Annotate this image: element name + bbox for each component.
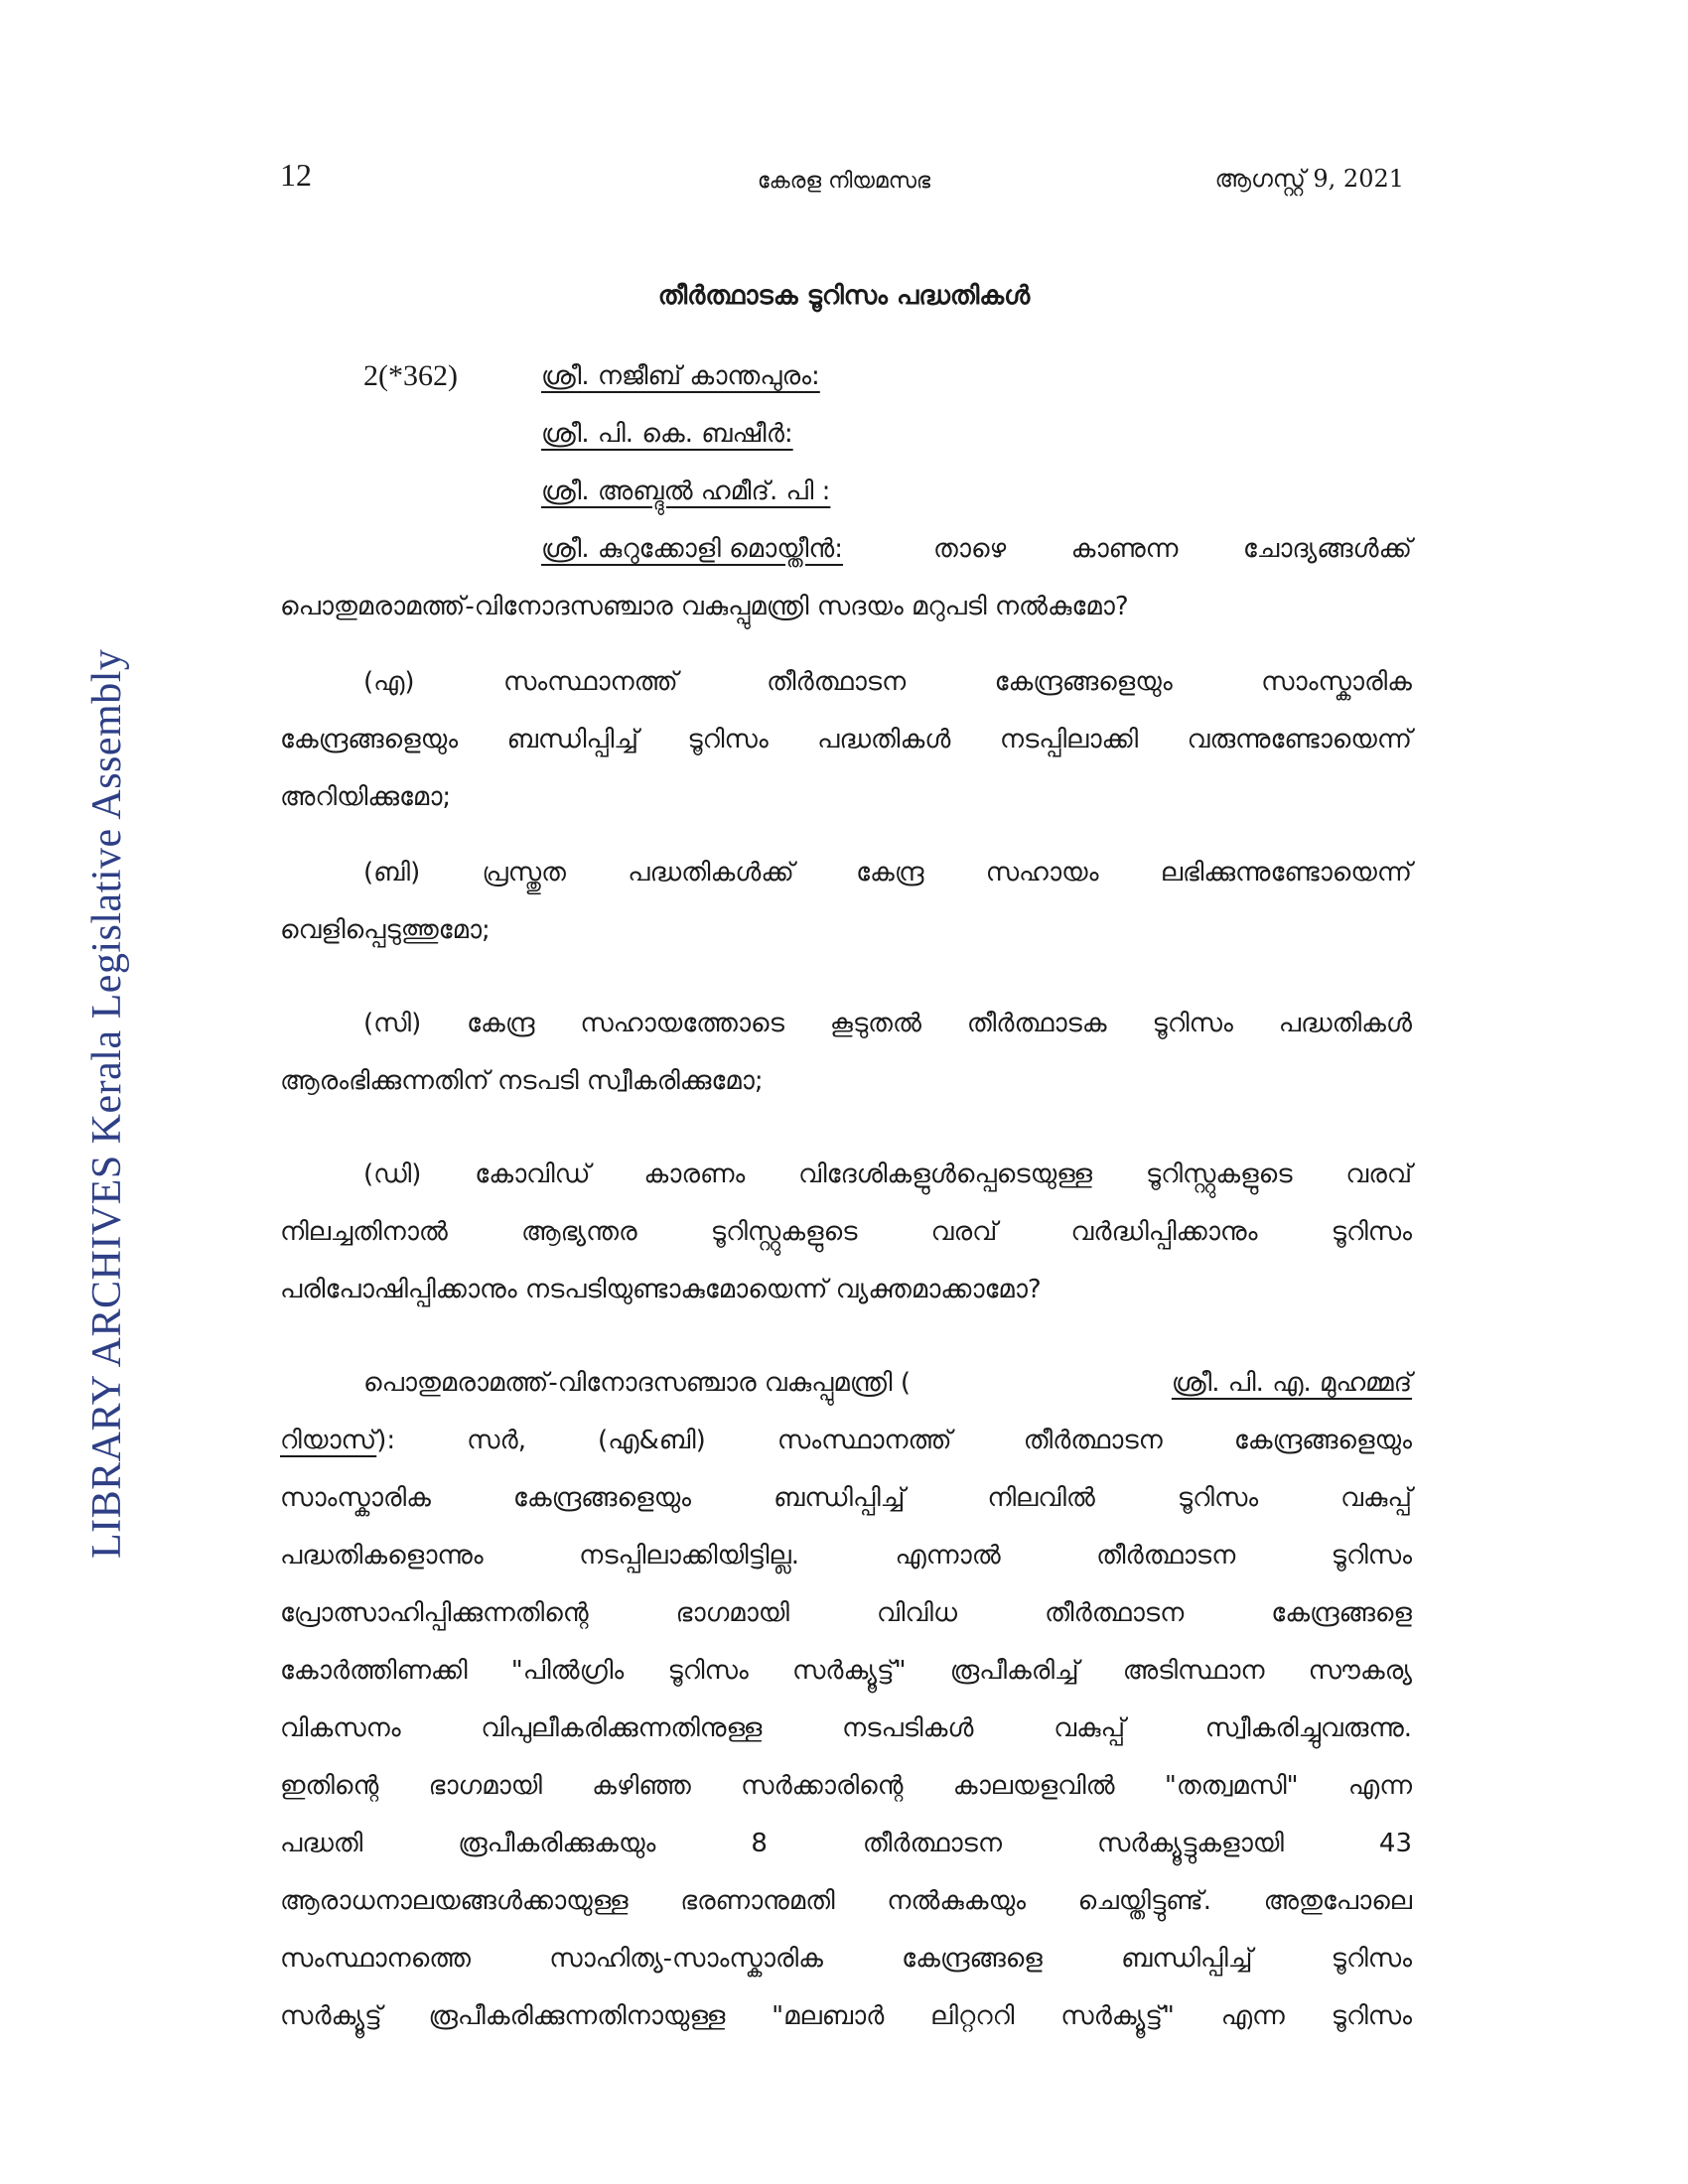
question-part-d: പരിപോഷിപ്പിക്കാനും നടപടിയുണ്ടാകുമോയെന്ന് വ്യക്തമാക്കാമോ? <box>280 1275 1042 1304</box>
question-part-c: ആരംഭിക്കുന്നതിന് നടപടി സ്വീകരിക്കുമോ; <box>280 1066 764 1096</box>
member-name: ശ്രീ. കുറുക്കോളി മൊയ്തീൻ: <box>541 534 844 564</box>
question-title: തീർത്ഥാടക ടൂറിസം പദ്ധതികൾ <box>657 281 1031 311</box>
question-part-d: നിലച്ചതിനാൽ ആഭ്യന്തര ടൂറിസ്റ്റുകളുടെ വരവ് വർദ്ധിപ്പിക്കാനും ടൂറിസം <box>280 1217 1412 1247</box>
question-part-c: (സി) കേന്ദ്ര സഹായത്തോടെ കൂടുതൽ തീർത്ഥാടക ടൂറിസം പദ്ധതികൾ <box>363 1009 1412 1038</box>
question-part-b: വെളിപ്പെടുത്തുമോ; <box>280 915 491 945</box>
question-intro-text: താഴെ കാണുന്ന ചോദ്യങ്ങൾക്ക് <box>933 534 1412 564</box>
member-name: ശ്രീ. നജീബ് കാന്തപുരം: <box>541 361 820 391</box>
answer-line: ആരാധനാലയങ്ങൾക്കായുള്ള ഭരണാനുമതി നൽകുകയും ചെയ്തിട്ടുണ്ട്. അതുപോലെ <box>280 1886 1412 1916</box>
member-name: ശ്രീ. അബ്ദുൽ ഹമീദ്. പി : <box>541 477 831 506</box>
question-intro-text: പൊതുമരാമത്ത്-വിനോദസഞ്ചാര വകുപ്പുമന്ത്രി സദയം മറുപടി നൽകുമോ? <box>280 592 1129 621</box>
answer-line: സംസ്ഥാനത്തെ സാഹിത്യ-സാംസ്കാരിക കേന്ദ്രങ്ങളെ ബന്ധിപ്പിച്ച് ടൂറിസം <box>280 1944 1412 1974</box>
question-part-d: (ഡി) കോവിഡ് കാരണം വിദേശികളുൾപ്പെടെയുള്ള ടൂറിസ്റ്റുകളുടെ വരവ് <box>363 1160 1412 1189</box>
member-name: ശ്രീ. പി. കെ. ബഷീർ: <box>541 419 793 449</box>
answer-line: കോർത്തിണക്കി "പിൽഗ്രിം ടൂറിസം സർക്യൂട്ട്" രൂപീകരിച്ച് അടിസ്ഥാന സൗകര്യ <box>280 1656 1412 1686</box>
question-part-a: കേന്ദ്രങ്ങളെയും ബന്ധിപ്പിച്ച് ടൂറിസം പദ്ധതികൾ നടപ്പിലാക്കി വരുന്നുണ്ടോയെന്ന് <box>280 725 1412 754</box>
answer-line: സർക്യൂട്ട് രൂപീകരിക്കുന്നതിനായുള്ള "മലബാർ ലിറ്റററി സർക്യൂട്ട്" എന്ന ടൂറിസം <box>280 2001 1412 2031</box>
question-part-a: (എ) സംസ്ഥാനത്ത് തീർത്ഥാടന കേന്ദ്രങ്ങളെയും സാംസ്കാരിക <box>363 667 1412 697</box>
minister-name: ശ്രീ. പി. എ. മുഹമ്മദ് <box>1171 1368 1412 1398</box>
minister-name: റിയാസ് <box>280 1426 377 1455</box>
header-assembly-name: കേരള നിയമസഭ <box>757 169 931 194</box>
question-part-a: അറിയിക്കുമോ; <box>280 782 452 812</box>
question-number: 2(*362) <box>363 359 458 392</box>
answer-line: പദ്ധതികളൊന്നും നടപ്പിലാക്കിയിട്ടില്ല. എന്നാൽ തീർത്ഥാടന ടൂറിസം <box>280 1541 1412 1570</box>
header-date: ആഗസ്റ്റ് 9, 2021 <box>1214 165 1404 193</box>
answer-line: വികസനം വിപുലീകരിക്കുന്നതിനുള്ള നടപടികൾ വകുപ്പ് സ്വീകരിച്ചുവരുന്നു. <box>280 1713 1412 1743</box>
archive-watermark: LIBRARY ARCHIVES Kerala Legislative Assembly <box>84 648 130 1559</box>
answer-line <box>363 1368 1412 1399</box>
answer-text: ): സർ, (എ&ബി) സംസ്ഥാനത്ത് തീർത്ഥാടന കേന്ദ്രങ്ങളെയും <box>376 1426 1412 1455</box>
page-number: 12 <box>280 157 312 193</box>
answer-line: പ്രോത്സാഹിപ്പിക്കുന്നതിന്റെ ഭാഗമായി വിവിധ തീർത്ഥാടന കേന്ദ്രങ്ങളെ <box>280 1598 1412 1628</box>
answer-minister-prefix: പൊതുമരാമത്ത്-വിനോദസഞ്ചാര വകുപ്പുമന്ത്രി ( <box>363 1368 911 1398</box>
question-part-b: (ബി) പ്രസ്തുത പദ്ധതികൾക്ക് കേന്ദ്ര സഹായം ലഭിക്കുന്നുണ്ടോയെന്ന് <box>363 858 1412 887</box>
answer-line: സാംസ്കാരിക കേന്ദ്രങ്ങളെയും ബന്ധിപ്പിച്ച് നിലവിൽ ടൂറിസം വകുപ്പ് <box>280 1483 1412 1513</box>
answer-line <box>280 1426 1412 1456</box>
answer-line: പദ്ധതി രൂപീകരിക്കുകയും 8 തീർത്ഥാടന സർക്യൂട്ടുകളായി 43 <box>280 1829 1412 1858</box>
answer-line: ഇതിന്റെ ഭാഗമായി കഴിഞ്ഞ സർക്കാരിന്റെ കാലയളവിൽ "തത്വമസി" എന്ന <box>280 1771 1412 1801</box>
